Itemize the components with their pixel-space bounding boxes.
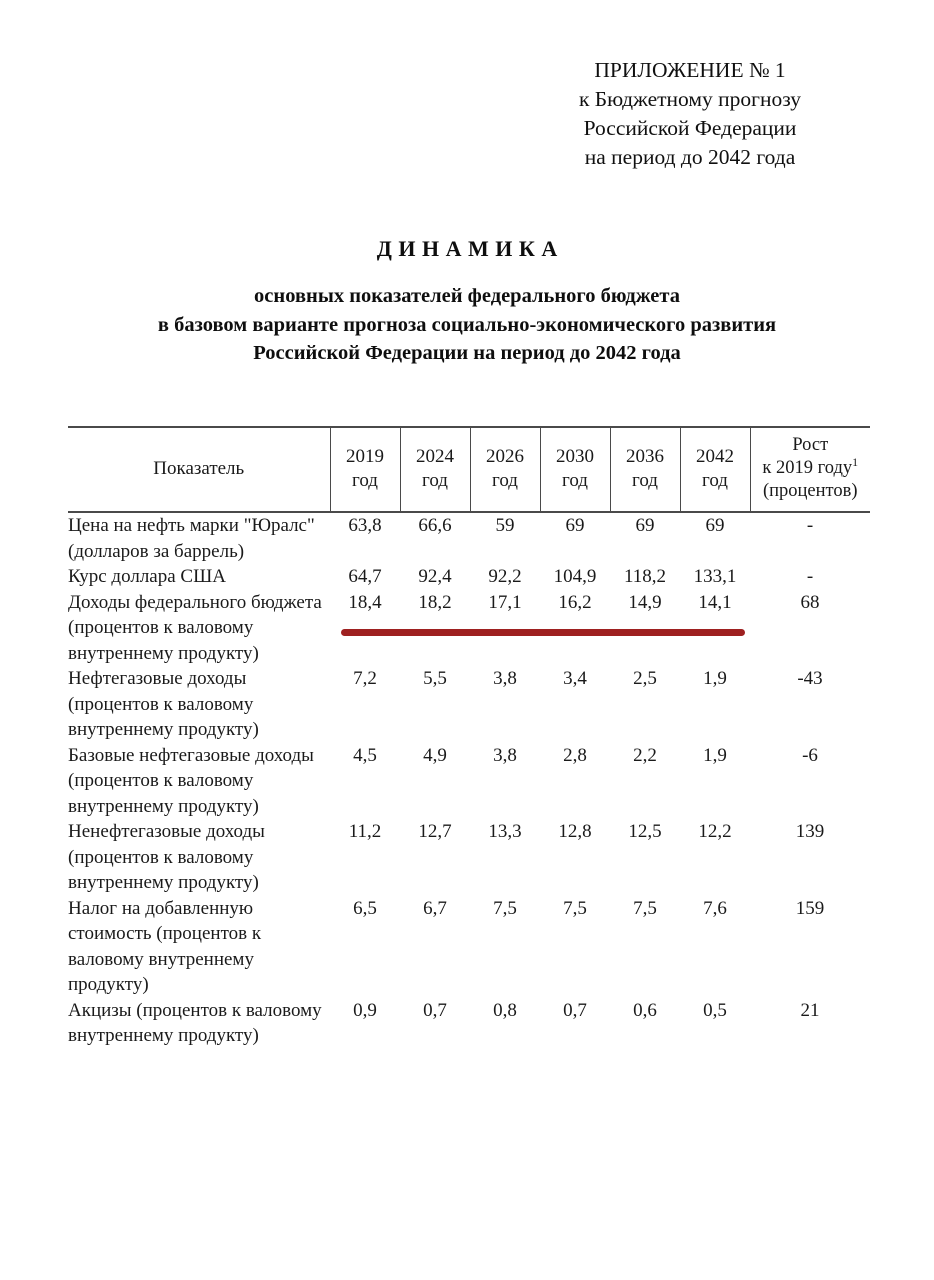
- cell-value: 2,2: [633, 744, 657, 766]
- table-body: [68, 512, 870, 1049]
- budget-table: [68, 426, 870, 1049]
- document-title: ДИНАМИКА: [376, 236, 564, 261]
- cell-value: 6,7: [423, 897, 447, 919]
- cell-value: 4,9: [423, 744, 447, 766]
- row-label: Цена на нефть марки "Юралс" (долларов за баррель): [68, 515, 315, 562]
- cell-value: 6,5: [353, 897, 377, 919]
- year-label: 2024: [416, 445, 454, 467]
- cell-value: 18,2: [418, 591, 452, 613]
- table-header: [68, 427, 870, 512]
- cell-value: 69: [635, 515, 655, 536]
- table-row: [68, 666, 870, 743]
- cell-value: 63,8: [348, 515, 382, 536]
- row-label: Ненефтегазовые доходы (процентов к валовому внутреннему продукту): [68, 821, 265, 893]
- cell-value: 3,8: [493, 744, 517, 766]
- cell-value: 12,5: [628, 821, 662, 842]
- cell-value: 14,9: [628, 591, 662, 613]
- cell-growth: -: [806, 515, 814, 536]
- column-header-year-2042: [680, 427, 750, 512]
- cell-growth: 139: [795, 821, 825, 842]
- cell-growth: 68: [800, 591, 820, 613]
- growth-line-1: Рост: [792, 435, 829, 455]
- cell-value: 2,8: [563, 744, 587, 766]
- cell-value: 133,1: [693, 566, 737, 587]
- cell-value: 2,5: [633, 668, 657, 689]
- cell-value: 64,7: [348, 566, 382, 587]
- cell-value: 59: [495, 515, 515, 536]
- cell-value: 5,5: [423, 668, 447, 689]
- cell-value: 17,1: [488, 591, 522, 613]
- cell-value: 18,4: [348, 591, 382, 613]
- cell-value: 7,5: [563, 897, 587, 919]
- cell-value: 11,2: [348, 821, 382, 842]
- highlight-underline-annotation: [341, 629, 745, 636]
- column-header-growth: [750, 427, 870, 512]
- year-label: 2036: [626, 445, 664, 467]
- cell-value: 0,7: [423, 999, 447, 1021]
- growth-line-3: (процентов): [762, 481, 858, 501]
- growth-footnote-marker: 1: [852, 454, 859, 469]
- cell-value: 13,3: [488, 821, 522, 842]
- subtitle-line-2: в базовом варианте прогноза социально-экономического развития: [157, 313, 777, 336]
- table-row: [68, 896, 870, 998]
- year-label: 2030: [556, 445, 594, 467]
- table-header-row: [68, 427, 870, 512]
- appendix-line-4: на период до 2042 года: [584, 145, 796, 169]
- appendix-line-3: Российской Федерации: [583, 116, 797, 140]
- cell-value: 66,6: [418, 515, 452, 536]
- growth-line-2: к 2019 году: [762, 458, 853, 478]
- cell-value: 0,8: [493, 999, 517, 1021]
- year-unit: год: [632, 469, 658, 491]
- cell-value: 12,8: [558, 821, 592, 842]
- cell-value: 118,2: [623, 566, 667, 587]
- column-header-year-2026: [470, 427, 540, 512]
- cell-value: 104,9: [553, 566, 597, 587]
- cell-value: 92,4: [418, 566, 452, 587]
- year-unit: год: [562, 469, 588, 491]
- cell-growth: -6: [802, 744, 818, 766]
- column-header-year-2019: [330, 427, 400, 512]
- cell-growth: -: [806, 566, 814, 587]
- cell-value: 0,9: [353, 999, 377, 1021]
- cell-value: 7,2: [353, 668, 377, 689]
- row-label: Нефтегазовые доходы (процентов к валовому внутреннему продукту): [68, 668, 259, 740]
- cell-value: 3,4: [563, 668, 587, 689]
- cell-growth: 21: [800, 999, 820, 1021]
- row-label: Базовые нефтегазовые доходы (процентов к валовому внутреннему продукту): [68, 744, 314, 817]
- appendix-line-2: к Бюджетному прогнозу: [578, 87, 802, 111]
- table-row: [68, 590, 870, 667]
- cell-value: 69: [705, 515, 725, 536]
- year-unit: год: [702, 469, 728, 491]
- cell-growth: 159: [795, 897, 825, 919]
- cell-value: 12,2: [698, 821, 732, 842]
- cell-value: 92,2: [488, 566, 522, 587]
- subtitle-line-1: основных показателей федерального бюджета: [254, 285, 680, 307]
- cell-value: 7,6: [703, 897, 727, 919]
- year-unit: год: [422, 469, 448, 491]
- cell-value: 69: [565, 515, 585, 536]
- cell-value: 0,6: [633, 999, 657, 1021]
- row-label: Акцизы (процентов к валовому внутреннему продукту): [68, 999, 322, 1046]
- year-label: 2042: [696, 445, 734, 467]
- cell-value: 14,1: [698, 591, 732, 613]
- appendix-header: [520, 56, 860, 172]
- subtitle-line-3: Российской Федерации на период до 2042 года: [253, 342, 681, 364]
- cell-value: 16,2: [558, 591, 592, 613]
- cell-value: 12,7: [418, 821, 452, 842]
- table-row: [68, 998, 870, 1049]
- column-header-year-2036: [610, 427, 680, 512]
- cell-value: 3,8: [493, 668, 517, 689]
- row-label: Налог на добавленную стоимость (процентов к валовому внутреннему продукту): [68, 897, 262, 995]
- table-row: [68, 512, 870, 564]
- cell-value: 1,9: [703, 668, 727, 689]
- year-label: 2019: [346, 445, 384, 467]
- budget-table-container: [68, 426, 868, 1049]
- column-header-year-2030: [540, 427, 610, 512]
- year-label: 2026: [486, 445, 524, 467]
- row-label: Доходы федерального бюджета (процентов к валовому внутреннему продукту): [68, 591, 322, 664]
- document-subtitle: [0, 282, 934, 368]
- cell-value: 4,5: [353, 744, 377, 766]
- year-unit: год: [352, 469, 378, 491]
- year-unit: год: [492, 469, 518, 491]
- cell-value: 0,7: [563, 999, 587, 1021]
- scrollbar-track[interactable]: [918, 0, 934, 1280]
- cell-value: 7,5: [633, 897, 657, 919]
- table-row: [68, 564, 870, 590]
- cell-value: 7,5: [493, 897, 517, 919]
- appendix-line-1: ПРИЛОЖЕНИЕ № 1: [594, 58, 786, 82]
- cell-value: 1,9: [703, 744, 727, 766]
- column-header-year-2024: [400, 427, 470, 512]
- column-header-indicator: Показатель: [68, 427, 330, 512]
- row-label: Курс доллара США: [68, 566, 226, 587]
- table-row: [68, 743, 870, 820]
- cell-growth: -43: [797, 668, 823, 689]
- cell-value: 0,5: [703, 999, 727, 1021]
- table-row: [68, 819, 870, 896]
